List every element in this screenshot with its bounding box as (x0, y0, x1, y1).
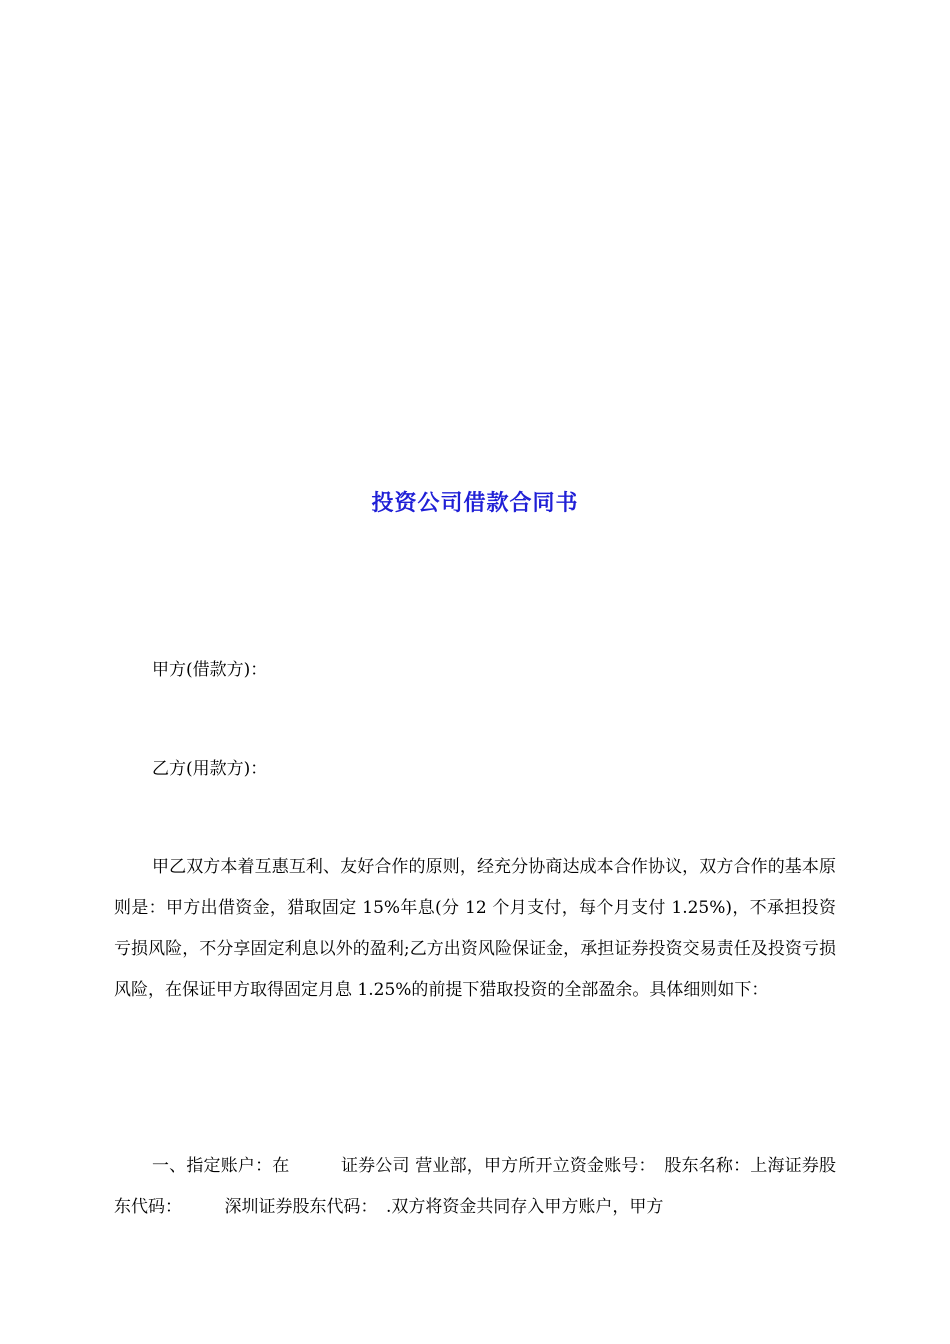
document-title: 投资公司借款合同书 (371, 491, 579, 516)
intro-paragraph: 甲乙双方本着互惠互利、友好合作的原则，经充分协商达成本合作协议，双方合作的基本原则是：甲方出借资金，猎取固定 15%年息(分 12 个月支付，每个月支付 1.25%)，不承担投资亏损风险，不分享固定利息以外的盈利;乙方出资风险保证金，承担证券投资交易责任及投资亏损风险，在保证甲方取得固定月息 1.25%的前提下猎取投资的全部盈余。具体细则如下： (114, 857, 836, 1000)
party-a-label: 甲方(借款方)： (152, 660, 268, 680)
clause-1-paragraph: 一、指定账户：在 证券公司 营业部，甲方所开立资金账号： 股东名称：上海证券股东代码： 深圳证券股东代码： .双方将资金共同存入甲方账户，甲方 (114, 1156, 836, 1217)
party-b-label: 乙方(用款方)： (152, 759, 268, 779)
